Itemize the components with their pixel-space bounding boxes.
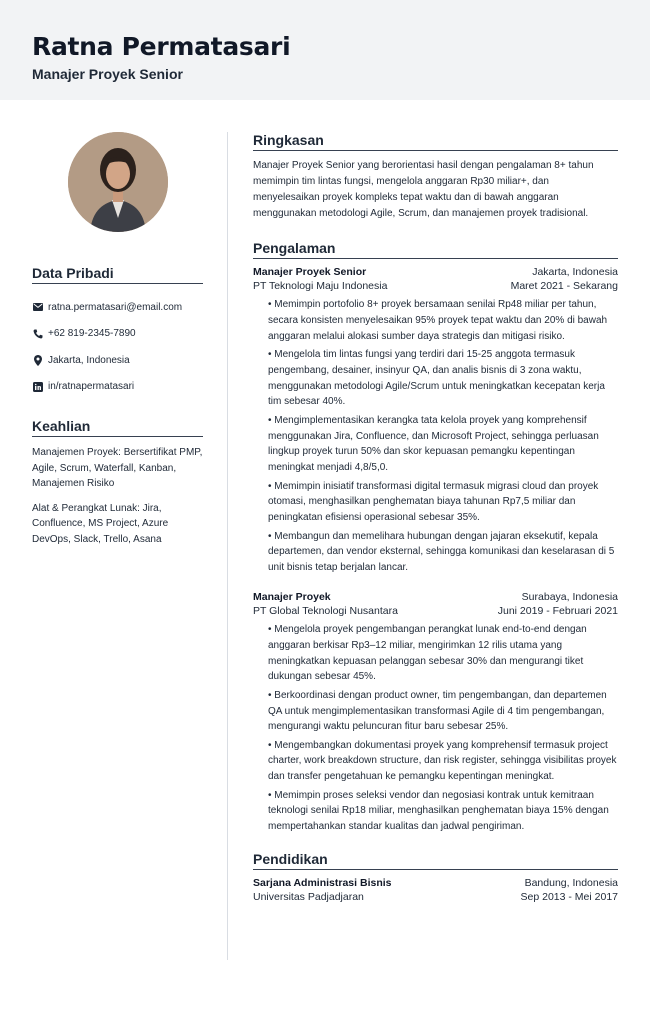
job-bullet: • Mengimplementasikan kerangka tata kelola proyek yang komprehensif menggunakan Jira, Confluence, dan Microsoft Project, sehingga perluasan lingkup proyek turun 50% dan skor kepuasan pemangku kepentingan meningkat menjadi 4,8/5,0. bbox=[268, 414, 599, 474]
sidebar bbox=[32, 132, 203, 547]
contact-location-text: Jakarta, Indonesia bbox=[48, 354, 130, 366]
job-bullet: • Memimpin proses seleksi vendor dan negosiasi kontrak untuk kemitraan teknologi senilai Rp18 miliar, menghasilkan penghematan biaya 15% dengan mempertahankan standar kualitas dan jadwal pengiriman. bbox=[268, 789, 609, 833]
experience-heading: Pengalaman bbox=[253, 240, 618, 259]
job-location: Surabaya, Indonesia bbox=[521, 590, 618, 603]
contact-linkedin-text: in/ratnapermatasari bbox=[48, 381, 135, 393]
candidate-name: Ratna Permatasari bbox=[32, 32, 291, 61]
job-bullet: • Mengelola proyek pengembangan perangkat lunak end-to-end dengan anggaran berkisar Rp3–12 miliar, mengirimkan 12 rilis utama yang meningkatkan kepuasan pelanggan sebesar 30% dan mengurangi tiket dukungan sebesar 45%. bbox=[268, 623, 587, 683]
job-position: Manajer Proyek bbox=[253, 590, 331, 603]
job-bullets bbox=[253, 622, 618, 835]
job-bullet: • Memimpin portofolio 8+ proyek bersamaan senilai Rp48 miliar per tahun, secara konsisten menyelesaikan 95% proyek tepat waktu dan 20% di bawah anggaran melalui alokasi sumber daya strategis dan mitigasi risiko. bbox=[268, 299, 608, 342]
location-icon bbox=[32, 355, 43, 366]
education-dates: Sep 2013 - Mei 2017 bbox=[520, 891, 618, 904]
phone-icon bbox=[32, 328, 43, 339]
contact-list bbox=[32, 294, 203, 400]
profile-photo bbox=[68, 132, 168, 232]
job-location: Jakarta, Indonesia bbox=[532, 266, 618, 278]
summary-heading: Ringkasan bbox=[253, 132, 618, 151]
linkedin-icon bbox=[32, 381, 43, 392]
skills-heading: Keahlian bbox=[32, 418, 203, 437]
job-company: PT Teknologi Maju Indonesia bbox=[253, 280, 388, 292]
job-bullet: • Mengembangkan dokumentasi proyek yang komprehensif termasuk project charter, work breakdown structure, dan risk register, sehingga visibilitas proyek dan transfer pengetahuan ke pemangku kepentingan meningkat. bbox=[268, 739, 617, 783]
education-location: Bandung, Indonesia bbox=[524, 877, 618, 890]
column-divider bbox=[227, 132, 228, 960]
candidate-role: Manajer Proyek Senior bbox=[32, 66, 183, 82]
skill-item: Manajemen Proyek: Bersertifikat PMP, Agile, Scrum, Waterfall, Kanban, Manajemen Risiko bbox=[32, 447, 203, 489]
job-entry bbox=[253, 590, 618, 835]
education-heading: Pendidikan bbox=[253, 851, 618, 870]
contact-email bbox=[32, 294, 203, 321]
education-school: Universitas Padjadjaran bbox=[253, 891, 364, 904]
contact-phone bbox=[32, 321, 203, 348]
contact-email-text: ratna.permatasari@email.com bbox=[48, 301, 183, 313]
email-icon bbox=[32, 302, 43, 313]
contact-location bbox=[32, 347, 203, 374]
summary-text: Manajer Proyek Senior yang berorientasi hasil dengan pengalaman 8+ tahun memimpin tim lintas fungsi, mengelola anggaran Rp30 miliar+, dan menyelesaikan proyek kompleks tepat waktu dan di bawah anggaran menggunakan metodologi Agile, Scrum, dan manajemen proyek tradisional. bbox=[253, 160, 594, 219]
contact-linkedin bbox=[32, 374, 203, 401]
skill-item: Alat & Perangkat Lunak: Jira, Confluence, MS Project, Azure DevOps, Slack, Trello, Asana bbox=[32, 502, 169, 545]
job-dates: Maret 2021 - Sekarang bbox=[510, 280, 618, 292]
main-content bbox=[253, 132, 618, 904]
job-position: Manajer Proyek Senior bbox=[253, 266, 367, 278]
job-bullet: • Mengelola tim lintas fungsi yang terdiri dari 15-25 anggota termasuk pengembang, desainer, insinyur QA, dan analis bisnis di 3 zona waktu, menggunakan metodologi Agile/Scrum untuk meningkatkan kecepatan kerja tim sebesar 40%. bbox=[268, 348, 605, 408]
resume-header bbox=[0, 0, 650, 100]
personal-data-heading: Data Pribadi bbox=[32, 265, 203, 284]
contact-phone-text: +62 819-2345-7890 bbox=[48, 328, 136, 340]
education-degree: Sarjana Administrasi Bisnis bbox=[253, 877, 392, 890]
job-company: PT Global Teknologi Nusantara bbox=[253, 604, 398, 617]
education-entry bbox=[253, 876, 618, 904]
job-bullets bbox=[253, 297, 618, 576]
job-bullet: • Berkoordinasi dengan product owner, tim pengembangan, dan departemen QA untuk mengimplementasikan transformasi Agile di 4 tim pengembangan, mengurangi waktu peluncuran fitur baru sebesar 25%. bbox=[268, 689, 607, 733]
job-bullet: • Membangun dan memelihara hubungan dengan jajaran eksekutif, kepala departemen, dan vendor eksternal, sehingga komunikasi dan keselarasan di 5 unit bisnis tetap berjalan lancar. bbox=[268, 530, 615, 574]
job-bullet: • Memimpin inisiatif transformasi digital termasuk migrasi cloud dan proyek otomasi, menghasilkan penghematan biaya tahunan Rp7,5 miliar dan peningkatan efisiensi operasional sebesar 35%. bbox=[268, 480, 599, 524]
job-entry bbox=[253, 265, 618, 576]
job-dates: Juni 2019 - Februari 2021 bbox=[497, 604, 618, 617]
